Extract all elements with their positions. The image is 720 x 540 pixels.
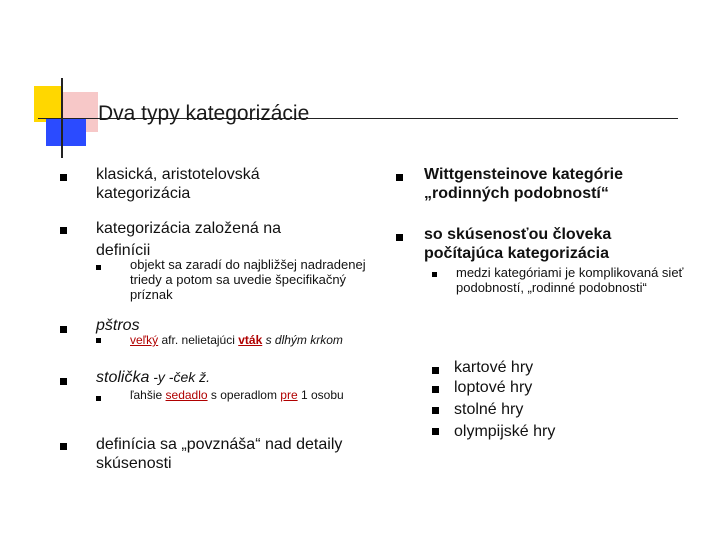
bullet-square-icon [60, 443, 67, 450]
logo-blue-square [46, 118, 86, 146]
game-item-olympijske: olympijské hry [454, 423, 556, 440]
bullet-square-icon [432, 367, 439, 374]
bullet-square-icon [60, 174, 67, 181]
left-bullet-pstros: pštros [96, 317, 140, 334]
right-bullet-wittgenstein: Wittgensteinove kategórie „rodinných podobností“ [424, 166, 624, 202]
left-bullet-stolicka [96, 368, 210, 387]
right-bullet-experience: so skúsenosťou človeka počítajúca kategorizácia [424, 226, 612, 262]
bullet-square-icon [396, 234, 403, 241]
stolicka-suffix: -y -ček ž. [149, 369, 211, 385]
bullet-square-icon [432, 428, 439, 435]
text-pstros-end: s dlhým krkom [262, 333, 343, 347]
bullet-square-icon [396, 174, 403, 181]
word-stolicka: stolička [96, 369, 150, 386]
text-stolicka-1: ľahšie [130, 388, 166, 402]
link-velky[interactable]: veľký [130, 333, 159, 347]
sub-bullet-square-icon [96, 338, 101, 343]
left-bullet-definition: kategorizácia založená na definícii [96, 220, 282, 259]
slide-title: Dva typy kategorizácie [98, 102, 310, 125]
bullet-square-icon [432, 407, 439, 414]
bullet-square-icon [60, 326, 67, 333]
link-vtak[interactable]: vták [238, 333, 263, 347]
bullet-square-icon [60, 378, 67, 385]
logo-yellow-square [34, 86, 62, 122]
game-item-stolne: stolné hry [454, 401, 524, 418]
link-pre[interactable]: pre [280, 388, 298, 402]
sub-bullet-square-icon [96, 396, 101, 401]
sub-bullet-square-icon [96, 265, 101, 270]
game-item-kartove: kartové hry [454, 359, 534, 376]
bullet-square-icon [60, 227, 67, 234]
text-pstros-mid: afr. nelietajúci [158, 333, 239, 347]
bullet-square-icon [432, 386, 439, 393]
game-item-loptove: loptové hry [454, 379, 533, 396]
left-bullet-abstraction: definícia sa „povznáša“ nad detaily skúsenosti [96, 436, 343, 472]
sub-bullet-square-icon [432, 272, 437, 277]
text-stolicka-2: s operadlom [207, 388, 281, 402]
right-subbullet-family-resemblance: medzi kategóriami je komplikovaná sieť podobností, „rodinné podobnosti“ [456, 265, 684, 295]
link-sedadlo[interactable]: sedadlo [165, 388, 208, 402]
left-subbullet-definition-desc: objekt sa zaradí do najbližšej nadradenej triedy a potom sa uvedie špecifikačný príznak [130, 257, 366, 302]
left-subbullet-pstros-def [130, 333, 343, 347]
text-stolicka-3: 1 osobu [297, 388, 344, 402]
left-subbullet-stolicka-def [130, 388, 344, 402]
left-bullet-classical: klasická, aristotelovská kategorizácia [96, 166, 260, 202]
